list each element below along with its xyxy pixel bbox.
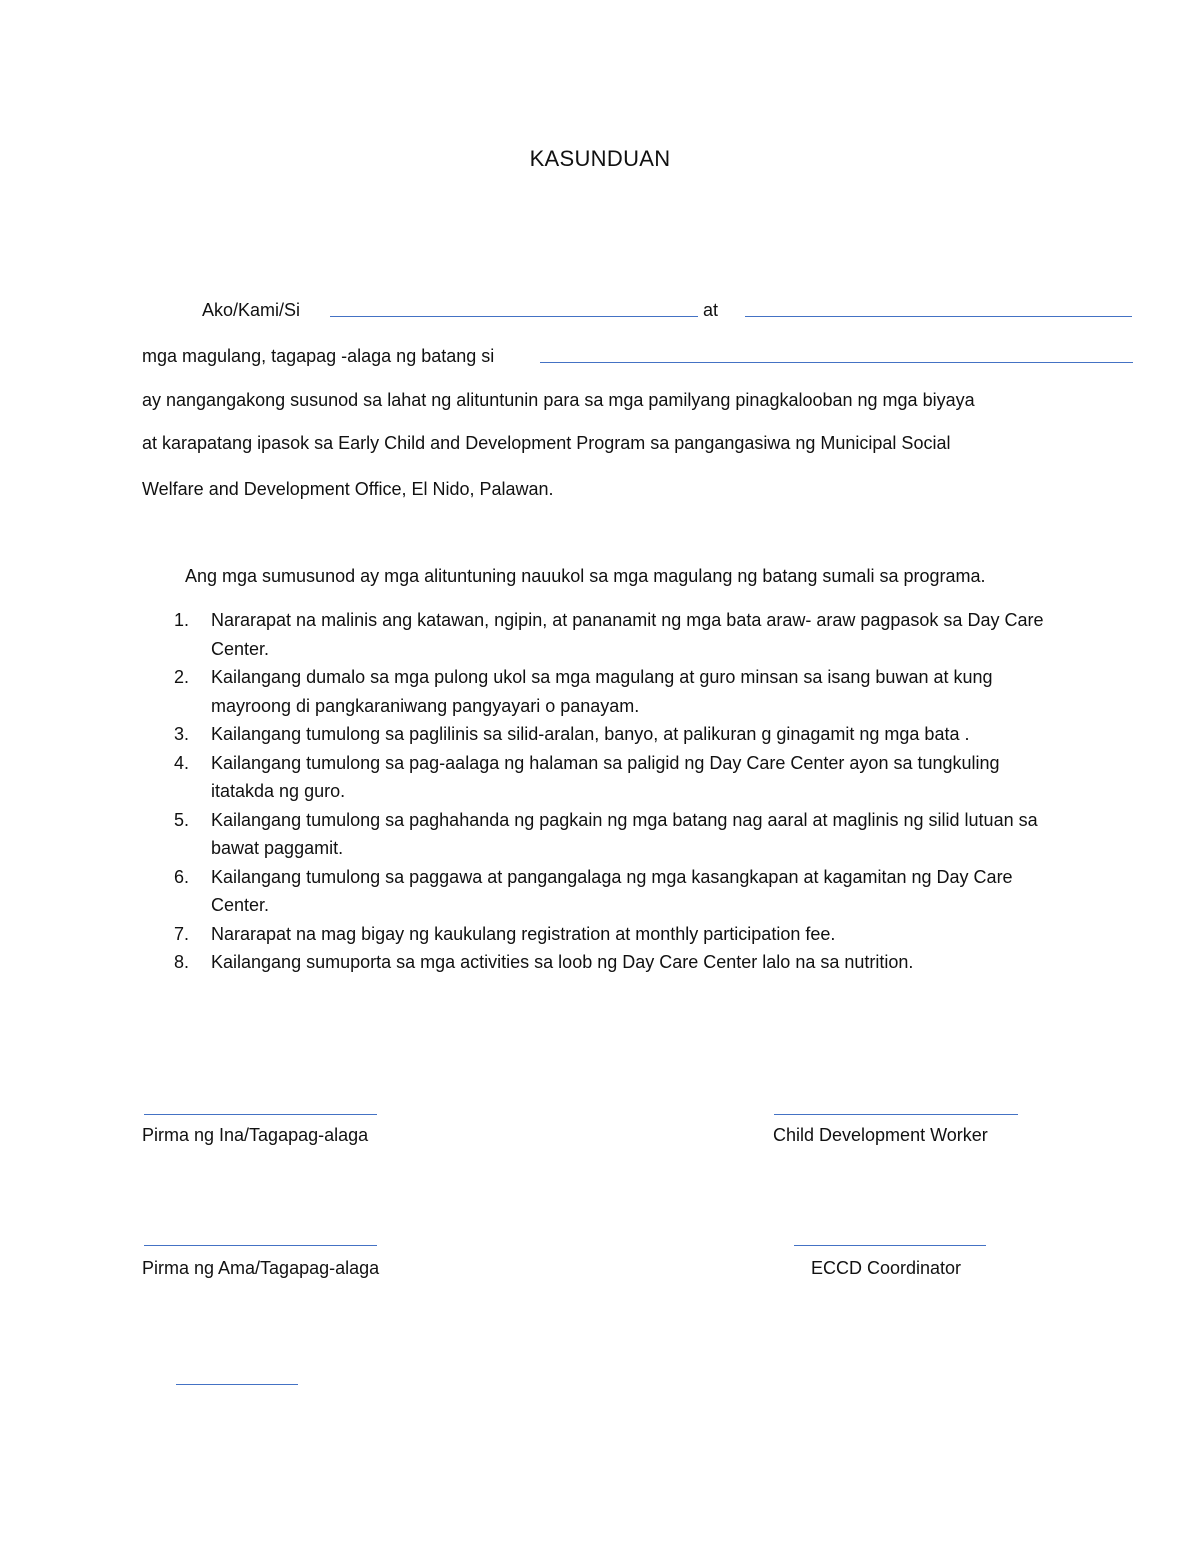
rule-number: 8. — [174, 952, 190, 972]
rule-number: 4. — [174, 752, 190, 773]
rules-intro: Ang mga sumusunod ay mga alituntuning nauukol sa mga magulang ng batang sumali sa programa. — [185, 566, 986, 586]
rule-item — [174, 749, 1074, 806]
rule-item — [174, 606, 1074, 663]
rule-text: Kailangang dumalo sa mga pulong ukol sa mga magulang at guro minsan sa isang buwan at kung mayroong di pangkaraniwang pangyayari o panayam. — [211, 667, 993, 716]
rule-number: 7. — [174, 923, 190, 944]
extra-blank-line[interactable] — [176, 1384, 298, 1385]
mother-signature-label: Pirma ng Ina/Tagapag-alaga — [142, 1125, 369, 1145]
rule-text: Kailangang tumulong sa paghahanda ng pagkain ng mga batang nag aaral at maglinis ng silid lutuan sa bawat paggamit. — [211, 809, 1038, 858]
coordinator-signature-label: ECCD Coordinator — [811, 1258, 962, 1278]
father-signature-line[interactable] — [144, 1245, 377, 1246]
child-name-blank[interactable] — [540, 362, 1133, 363]
rule-item — [174, 863, 1074, 920]
rule-item — [174, 948, 1074, 977]
rule-text: Nararapat na malinis ang katawan, ngipin, at pananamit ng mga bata araw- araw pagpasok sa Day Care Center. — [211, 610, 1044, 659]
page-title: KASUNDUAN — [529, 146, 671, 171]
father-signature-label: Pirma ng Ama/Tagapag-alaga — [142, 1258, 380, 1278]
rule-item — [174, 663, 1074, 720]
name-blank-1[interactable] — [330, 316, 698, 317]
rule-item — [174, 720, 1074, 749]
worker-signature-label: Child Development Worker — [773, 1125, 988, 1145]
rule-number: 6. — [174, 866, 190, 887]
rule-number: 2. — [174, 667, 190, 687]
rule-text: Kailangang tumulong sa paggawa at pangangalaga ng mga kasangkapan at kagamitan ng Day Care Center. — [211, 866, 1013, 915]
intro-label-ako: Ako/Kami/Si — [202, 300, 301, 320]
rule-text: Kailangang tumulong sa pag-aalaga ng halaman sa paligid ng Day Care Center ayon sa tungkuling itatakda ng guro. — [211, 752, 1000, 801]
intro-text-line-4: at karapatang ipasok sa Early Child and Development Program sa pangangasiwa ng Municipal Social — [142, 433, 951, 453]
intro-text-line-3: ay nangangakong susunod sa lahat ng alituntunin para sa mga pamilyang pinagkalooban ng mga biyaya — [142, 390, 975, 410]
rule-number: 5. — [174, 809, 190, 830]
rule-item — [174, 920, 1074, 949]
worker-signature-line[interactable] — [774, 1114, 1018, 1115]
rule-text: Nararapat na mag bigay ng kaukulang registration at monthly participation fee. — [211, 923, 836, 944]
name-blank-2[interactable] — [745, 316, 1132, 317]
rule-item — [174, 806, 1074, 863]
rule-text: Kailangang sumuporta sa mga activities sa loob ng Day Care Center lalo na sa nutrition. — [211, 952, 914, 972]
intro-label-parents: mga magulang, tagapag -alaga ng batang si — [142, 346, 495, 366]
rule-text: Kailangang tumulong sa paglilinis sa silid-aralan, banyo, at palikuran g ginagamit ng mga bata . — [211, 724, 970, 744]
mother-signature-line[interactable] — [144, 1114, 377, 1115]
rule-number: 3. — [174, 724, 190, 744]
rule-number: 1. — [174, 610, 190, 630]
intro-text-line-5: Welfare and Development Office, El Nido, Palawan. — [142, 479, 554, 499]
coordinator-signature-line[interactable] — [794, 1245, 986, 1246]
rules-list — [174, 606, 1074, 977]
intro-connector-at: at — [703, 300, 719, 320]
